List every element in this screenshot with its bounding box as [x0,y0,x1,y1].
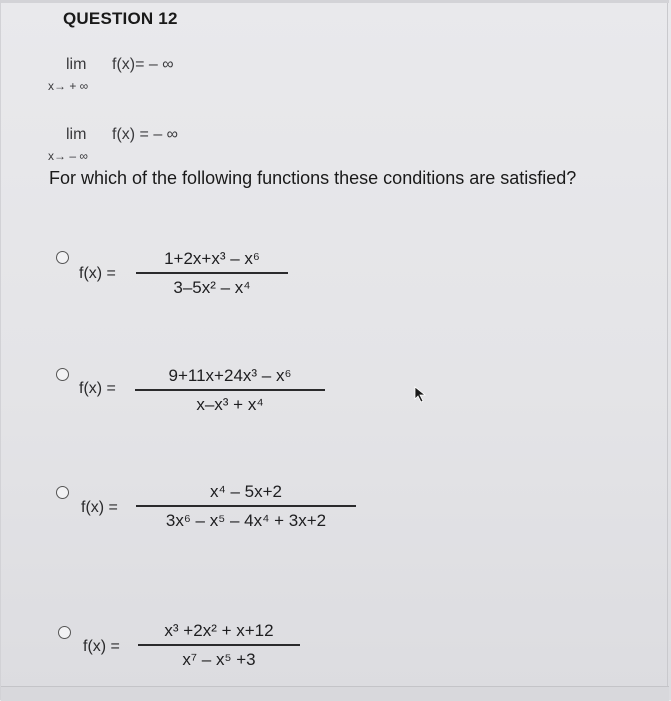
panel-bottom-border [1,686,669,701]
numerator: 1+2x+x³ – x⁶ [164,249,260,268]
function-label: f(x) = [81,499,118,516]
limit-expression: f(x) = – ∞ [112,126,179,143]
fraction-bar [135,389,325,391]
function-label: f(x) = [79,265,116,282]
denominator: x–x³ + x⁴ [196,394,264,414]
denominator: x⁷ – x⁵ +3 [182,649,256,669]
denominator: 3x⁶ – x⁵ – 4x⁴ + 3x+2 [165,510,327,530]
question-title: QUESTION 12 [63,9,178,28]
fraction [138,620,300,671]
fraction-bar [136,272,288,274]
radio-unselected-icon[interactable] [58,626,71,639]
limit-word: lim [66,56,87,73]
numerator: 9+11x+24x³ – x⁶ [168,366,292,385]
fraction [136,248,288,299]
mouse-pointer-icon [414,386,428,409]
function-label: f(x) = [79,380,116,397]
denominator: 3–5x² – x⁴ [173,277,251,297]
function-label: f(x) = [83,638,120,655]
numerator: x⁴ – 5x+2 [209,482,283,501]
panel-top-border [1,0,669,3]
fraction-bar [136,505,356,507]
radio-unselected-icon[interactable] [56,368,69,381]
fraction [136,481,356,532]
limit-subscript: x→ + ∞ [48,79,89,93]
question-prompt: For which of the following functions these conditions are satisfied? [49,168,577,188]
radio-unselected-icon[interactable] [56,251,69,264]
limit-word: lim [66,126,87,143]
fraction [135,365,325,416]
limit-subscript: x→ – ∞ [48,149,88,163]
numerator: x³ +2x² + x+12 [164,621,274,640]
limit-expression: f(x)= – ∞ [112,56,174,73]
fraction-bar [138,644,300,646]
radio-unselected-icon[interactable] [56,486,69,499]
